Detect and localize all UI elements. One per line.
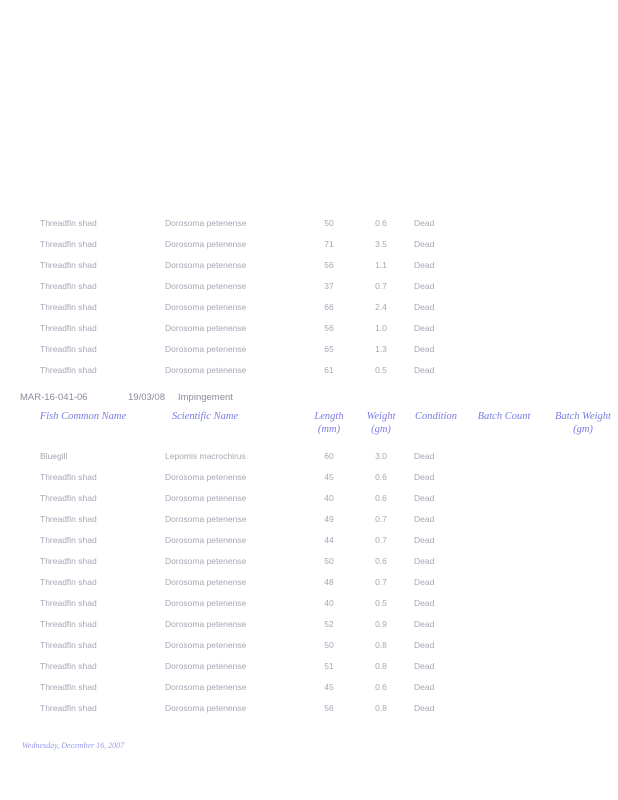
scientific-name: Dorosoma petenense (165, 365, 247, 375)
scientific-name: Lepomis macrochirus (165, 451, 246, 461)
table-row (0, 281, 618, 295)
condition-value: Dead (414, 514, 435, 524)
condition-value: Dead (414, 323, 435, 333)
condition-value: Dead (414, 661, 435, 671)
header-batch-weight-unit: (gm) (573, 424, 593, 435)
table-row (0, 640, 618, 654)
length-value: 48 (324, 577, 334, 587)
condition-value: Dead (414, 260, 435, 270)
header-length-unit: (mm) (317, 424, 341, 435)
table-row (0, 218, 618, 232)
weight-value: 0.6 (375, 472, 387, 482)
header-weight (358, 410, 404, 436)
fish-common-name: Threadfin shad (40, 218, 97, 228)
scientific-name: Dorosoma petenense (165, 619, 247, 629)
scientific-name: Dorosoma petenense (165, 281, 247, 291)
scientific-name: Dorosoma petenense (165, 640, 247, 650)
length-value: 49 (324, 514, 334, 524)
scientific-name: Dorosoma petenense (165, 493, 247, 503)
scientific-name: Dorosoma petenense (165, 598, 247, 608)
table-row (0, 472, 618, 486)
length-value: 50 (324, 556, 334, 566)
scientific-name: Dorosoma petenense (165, 472, 247, 482)
table-row (0, 302, 618, 316)
weight-value: 3.5 (375, 239, 387, 249)
weight-value: 3.0 (375, 451, 387, 461)
length-value: 61 (324, 365, 334, 375)
weight-value: 1.0 (375, 323, 387, 333)
condition-value: Dead (414, 703, 435, 713)
scientific-name: Dorosoma petenense (165, 535, 247, 545)
condition-value: Dead (414, 535, 435, 545)
weight-value: 1.1 (375, 260, 387, 270)
weight-value: 0.6 (375, 682, 387, 692)
length-value: 65 (324, 344, 334, 354)
scientific-name: Dorosoma petenense (165, 344, 247, 354)
fish-common-name: Threadfin shad (40, 365, 97, 375)
fish-common-name: Threadfin shad (40, 640, 97, 650)
length-value: 40 (324, 598, 334, 608)
fish-common-name: Threadfin shad (40, 239, 97, 249)
table-row (0, 344, 618, 358)
length-value: 52 (324, 619, 334, 629)
table-row (0, 514, 618, 528)
fish-common-name: Threadfin shad (40, 302, 97, 312)
weight-value: 0.7 (375, 514, 387, 524)
header-batch-weight (550, 410, 616, 436)
condition-value: Dead (414, 281, 435, 291)
header-length-label: Length (314, 411, 344, 422)
length-value: 40 (324, 493, 334, 503)
fish-common-name: Threadfin shad (40, 661, 97, 671)
condition-value: Dead (414, 344, 435, 354)
weight-value: 0.8 (375, 703, 387, 713)
length-value: 37 (324, 281, 334, 291)
table-row (0, 598, 618, 612)
table-row (0, 577, 618, 591)
fish-common-name: Threadfin shad (40, 535, 97, 545)
length-value: 60 (324, 451, 334, 461)
table-row (0, 493, 618, 507)
fish-common-name: Threadfin shad (40, 493, 97, 503)
weight-value: 0.8 (375, 661, 387, 671)
sample-type: Impingement (178, 392, 233, 403)
length-value: 50 (324, 640, 334, 650)
header-length (306, 410, 352, 436)
scientific-name: Dorosoma petenense (165, 703, 247, 713)
length-value: 66 (324, 302, 334, 312)
weight-value: 0.8 (375, 640, 387, 650)
table-row (0, 535, 618, 549)
table-row (0, 365, 618, 379)
table-row (0, 619, 618, 633)
scientific-name: Dorosoma petenense (165, 323, 247, 333)
header-batch-weight-label: Batch Weight (555, 411, 611, 422)
header-weight-label: Weight (366, 411, 396, 422)
scientific-name: Dorosoma petenense (165, 239, 247, 249)
length-value: 71 (324, 239, 334, 249)
condition-value: Dead (414, 577, 435, 587)
scientific-name: Dorosoma petenense (165, 661, 247, 671)
weight-value: 0.5 (375, 365, 387, 375)
fish-common-name: Threadfin shad (40, 260, 97, 270)
length-value: 56 (324, 260, 334, 270)
length-value: 45 (324, 682, 334, 692)
weight-value: 2.4 (375, 302, 387, 312)
scientific-name: Dorosoma petenense (165, 556, 247, 566)
table-row (0, 556, 618, 570)
scientific-name: Dorosoma petenense (165, 577, 247, 587)
length-value: 56 (324, 323, 334, 333)
header-scientific-name: Scientific Name (171, 411, 239, 422)
table-row (0, 682, 618, 696)
condition-value: Dead (414, 451, 435, 461)
weight-value: 0.9 (375, 619, 387, 629)
length-value: 56 (324, 703, 334, 713)
table-row (0, 703, 618, 717)
length-value: 44 (324, 535, 334, 545)
weight-value: 0.6 (375, 493, 387, 503)
condition-value: Dead (414, 556, 435, 566)
condition-value: Dead (414, 218, 435, 228)
table-row (0, 661, 618, 675)
weight-value: 0.5 (375, 598, 387, 608)
table-row (0, 323, 618, 337)
scientific-name: Dorosoma petenense (165, 218, 247, 228)
table-row (0, 451, 618, 465)
weight-value: 0.7 (375, 281, 387, 291)
condition-value: Dead (414, 598, 435, 608)
table-row (0, 260, 618, 274)
condition-value: Dead (414, 640, 435, 650)
fish-common-name: Threadfin shad (40, 344, 97, 354)
condition-value: Dead (414, 472, 435, 482)
header-condition: Condition (414, 411, 457, 422)
fish-common-name: Threadfin shad (40, 619, 97, 629)
scientific-name: Dorosoma petenense (165, 514, 247, 524)
length-value: 51 (324, 661, 334, 671)
weight-value: 1.3 (375, 344, 387, 354)
header-batch-count: Batch Count (477, 411, 531, 422)
fish-common-name: Threadfin shad (40, 598, 97, 608)
scientific-name: Dorosoma petenense (165, 302, 247, 312)
scientific-name: Dorosoma petenense (165, 682, 247, 692)
weight-value: 0.6 (375, 218, 387, 228)
header-weight-unit: (gm) (371, 424, 391, 435)
fish-common-name: Threadfin shad (40, 577, 97, 587)
fish-common-name: Threadfin shad (40, 556, 97, 566)
condition-value: Dead (414, 493, 435, 503)
fish-common-name: Threadfin shad (40, 472, 97, 482)
fish-common-name: Threadfin shad (40, 323, 97, 333)
table-row (0, 239, 618, 253)
length-value: 50 (324, 218, 334, 228)
scientific-name: Dorosoma petenense (165, 260, 247, 270)
fish-common-name: Bluegill (40, 451, 68, 461)
header-fish-common-name: Fish Common Name (39, 411, 127, 422)
fish-common-name: Threadfin shad (40, 281, 97, 291)
fish-common-name: Threadfin shad (40, 682, 97, 692)
weight-value: 0.7 (375, 535, 387, 545)
fish-common-name: Threadfin shad (40, 703, 97, 713)
condition-value: Dead (414, 682, 435, 692)
footer-date: Wednesday, December 16, 2007 (22, 741, 125, 750)
condition-value: Dead (414, 302, 435, 312)
weight-value: 0.7 (375, 577, 387, 587)
fish-common-name: Threadfin shad (40, 514, 97, 524)
condition-value: Dead (414, 365, 435, 375)
sample-date: 19/03/08 (128, 392, 165, 403)
sample-id: MAR-16-041-06 (20, 392, 88, 403)
weight-value: 0.6 (375, 556, 387, 566)
condition-value: Dead (414, 619, 435, 629)
length-value: 45 (324, 472, 334, 482)
condition-value: Dead (414, 239, 435, 249)
